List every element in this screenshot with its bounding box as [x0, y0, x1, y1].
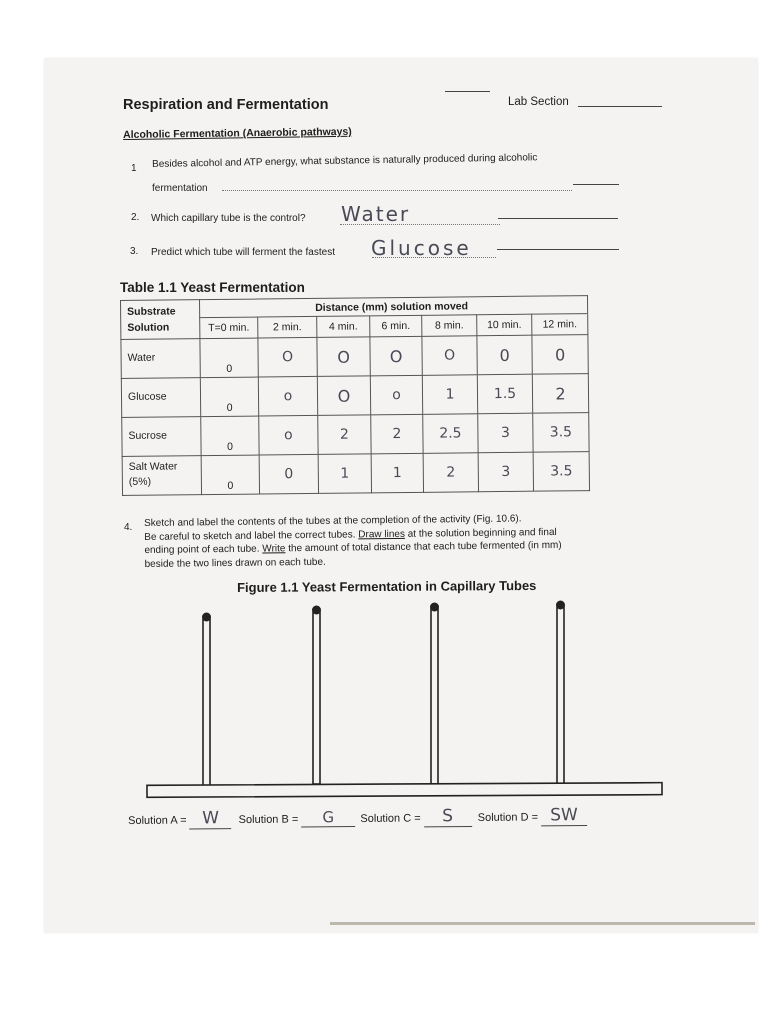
table-cell: 2 — [371, 414, 423, 454]
table-row — [121, 374, 588, 418]
lab-section-label: Lab Section — [508, 96, 569, 108]
solution-d-answer: SW — [541, 805, 587, 826]
solution-d-label: Solution D = — [477, 811, 539, 824]
solution-labels-row — [128, 805, 587, 830]
row-label-water: Water — [121, 339, 200, 379]
table-cell: 1 — [371, 453, 423, 493]
time-header: 4 min. — [317, 316, 370, 337]
question-4-line3c: the amount of total distance that each tube fermented (in mm) — [288, 539, 562, 555]
question-4-text — [144, 512, 562, 571]
question-1-answer-blank — [573, 184, 619, 185]
table-cell: o — [259, 415, 318, 455]
table-cell: 2 — [423, 453, 478, 493]
capillary-tube-figure — [140, 595, 670, 805]
question-4-line2c: at the solution beginning and final — [407, 526, 557, 540]
question-4-line1: Sketch and label the contents of the tubes at the completion of the activity (Fig. 10.6). — [144, 513, 522, 529]
solution-c-label: Solution C = — [360, 812, 421, 825]
table-cell: 3 — [478, 413, 533, 453]
question-3-text: Predict which tube will ferment the fastest — [151, 247, 335, 258]
row-label-salt-water — [122, 456, 201, 496]
solution-b-answer: G — [301, 808, 355, 827]
question-4-line2a: Be careful to sketch and label the correct tubes. — [144, 528, 356, 543]
solution-a-answer: W — [189, 808, 231, 829]
question-2-answer-blank — [498, 218, 618, 219]
row-label-glucose: Glucose — [121, 378, 200, 418]
question-4-line4: beside the two lines drawn on each tube. — [144, 556, 326, 570]
time-header: 8 min. — [422, 315, 477, 336]
question-2-answer: Water — [341, 202, 411, 226]
figure-title: Figure 1.1 Yeast Fermentation in Capillary Tubes — [237, 577, 537, 595]
question-3-answer-blank — [497, 249, 619, 250]
capillary-tube-d — [556, 601, 565, 785]
table-title: Table 1.1 Yeast Fermentation — [120, 280, 305, 295]
table-cell: 0 — [477, 335, 532, 375]
question-3-leader — [372, 257, 496, 258]
time-header: 6 min. — [370, 316, 422, 337]
substrate-header-line2: Solution — [127, 321, 170, 334]
question-4-draw-lines: Draw lines — [358, 528, 405, 540]
table-row — [121, 335, 588, 379]
time-header: 2 min. — [258, 317, 317, 338]
table-row — [122, 452, 589, 496]
table-cell: O — [317, 376, 370, 416]
question-2-leader — [340, 224, 500, 225]
table-cell: 2 — [318, 415, 371, 455]
time-header: 12 min. — [532, 314, 588, 335]
question-2-number: 2. — [131, 212, 140, 223]
row-label-salt-water-line1: Salt Water — [128, 460, 178, 473]
question-4-number: 4. — [124, 522, 133, 533]
question-1-text-line2: fermentation — [152, 183, 208, 194]
solution-c-answer: S — [424, 806, 472, 827]
table-cell: 1 — [422, 375, 477, 415]
question-2-text: Which capillary tube is the control? — [151, 213, 306, 224]
table-cell: o — [370, 375, 422, 415]
table-cell: 2 — [532, 374, 588, 414]
table-cell: 0 — [200, 377, 258, 417]
substrate-header — [121, 300, 200, 340]
time-header: 10 min. — [477, 315, 532, 336]
table-cell: 2.5 — [423, 414, 478, 454]
distance-header-text: Distance (mm) solution moved — [315, 300, 469, 314]
solution-a-label: Solution A = — [128, 814, 187, 827]
table-cell: O — [422, 336, 477, 376]
table-cell: 0 — [200, 338, 258, 378]
table-cell: 0 — [259, 454, 318, 494]
question-1-text-line1: Besides alcohol and ATP energy, what substance is naturally produced during alcoholic — [152, 152, 538, 170]
table-cell: 3.5 — [533, 413, 589, 453]
substrate-header-line1: Substrate — [127, 305, 176, 318]
question-4-line3a: ending point of each tube. — [144, 543, 260, 556]
table-cell: 0 — [201, 416, 259, 456]
tube-rack-base — [147, 783, 662, 798]
table-cell: O — [258, 337, 317, 377]
table-cell: O — [370, 336, 422, 376]
capillary-tube-a — [202, 613, 211, 787]
lab-section-blank — [578, 106, 662, 107]
table-cell: o — [258, 376, 317, 416]
table-cell: 3.5 — [533, 452, 589, 492]
table-cell: 1 — [318, 454, 371, 494]
row-label-sucrose: Sucrose — [122, 417, 201, 457]
question-4-write: Write — [262, 543, 286, 555]
question-1-number: 1 — [131, 163, 137, 174]
question-3-number: 3. — [130, 246, 139, 257]
section-title: Alcoholic Fermentation (Anaerobic pathways) — [123, 125, 352, 141]
capillary-tube-b — [312, 606, 321, 785]
table-row — [122, 413, 589, 457]
capillary-tube-c — [430, 603, 439, 785]
table-cell: 1.5 — [477, 374, 532, 414]
table-cell: O — [317, 337, 370, 377]
question-3-answer: Glucose — [371, 236, 472, 260]
paper-edge-shadow — [330, 922, 755, 925]
header-rule — [445, 91, 490, 92]
row-label-salt-water-line2: (5%) — [128, 475, 152, 488]
yeast-fermentation-table — [120, 295, 590, 496]
table-cell: 3 — [478, 452, 533, 492]
page-title: Respiration and Fermentation — [123, 97, 329, 113]
solution-b-label: Solution B = — [238, 813, 299, 827]
time-header: T=0 min. — [200, 317, 258, 338]
table-cell: 0 — [532, 335, 588, 375]
question-1-leader — [222, 190, 572, 191]
table-cell: 0 — [201, 455, 259, 495]
